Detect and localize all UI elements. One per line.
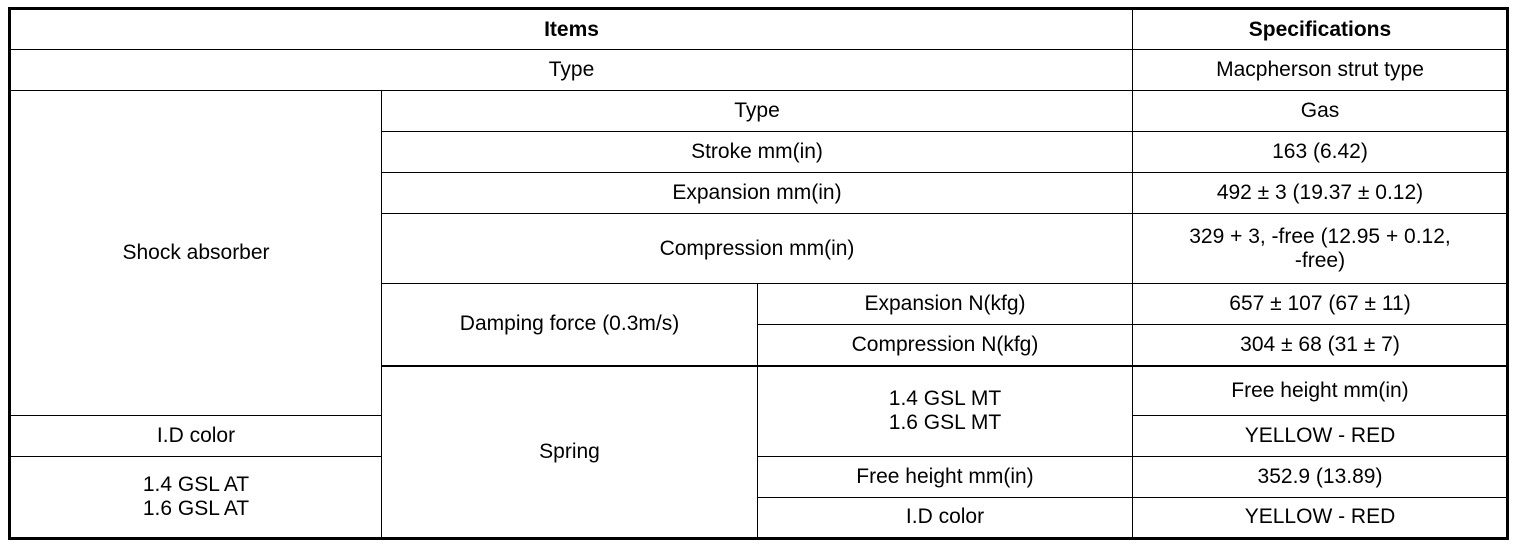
header-specifications: Specifications — [1133, 9, 1508, 50]
compression-label: Compression mm(in) — [382, 214, 1133, 284]
type-value: Macpherson strut type — [1133, 50, 1508, 91]
damping-expansion-value: 657 ± 107 (67 ± 11) — [1133, 284, 1508, 325]
at-free-height-value: 352.9 (13.89) — [1133, 456, 1508, 497]
damping-compression-label: Compression N(kfg) — [758, 325, 1133, 366]
expansion-value: 492 ± 3 (19.37 ± 0.12) — [1133, 173, 1508, 214]
spring-mt-model-line1: 1.4 GSL MT — [888, 387, 1002, 410]
damping-force-label: Damping force (0.3m/s) — [382, 284, 758, 366]
mt-id-color-label: I.D color — [10, 415, 382, 456]
spring-mt-model-line2: 1.6 GSL MT — [888, 411, 1002, 434]
compression-value-line1: 329 + 3, -free (12.95 + 0.12, — [1189, 224, 1451, 248]
table-row — [10, 50, 1508, 91]
expansion-label: Expansion mm(in) — [382, 173, 1133, 214]
type-label: Type — [10, 50, 1133, 91]
at-id-color-value: YELLOW - RED — [1133, 497, 1508, 538]
damping-expansion-label: Expansion N(kfg) — [758, 284, 1133, 325]
spec-table — [8, 7, 1509, 540]
spring-label: Spring — [382, 366, 758, 539]
spring-at-model-line2: 1.6 GSL AT — [142, 496, 250, 520]
header-row — [10, 9, 1508, 50]
shock-type-label: Type — [382, 91, 1133, 132]
compression-value-line2: -free) — [1294, 248, 1346, 272]
spring-at-models — [10, 456, 382, 538]
mt-free-height-label: Free height mm(in) — [1133, 366, 1508, 416]
stroke-value: 163 (6.42) — [1133, 132, 1508, 173]
at-free-height-label: Free height mm(in) — [758, 456, 1133, 497]
shock-absorber-label: Shock absorber — [10, 91, 382, 416]
at-id-color-label: I.D color — [758, 497, 1133, 538]
header-items: Items — [10, 9, 1133, 50]
stroke-label: Stroke mm(in) — [382, 132, 1133, 173]
spring-mt-models — [758, 366, 1133, 457]
shock-type-value: Gas — [1133, 91, 1508, 132]
compression-value — [1133, 214, 1508, 284]
damping-compression-value: 304 ± 68 (31 ± 7) — [1133, 325, 1508, 366]
mt-id-color-value: YELLOW - RED — [1133, 415, 1508, 456]
spring-at-model-line1: 1.4 GSL AT — [142, 472, 250, 496]
table-row — [10, 91, 1508, 132]
table-row — [10, 456, 1508, 497]
